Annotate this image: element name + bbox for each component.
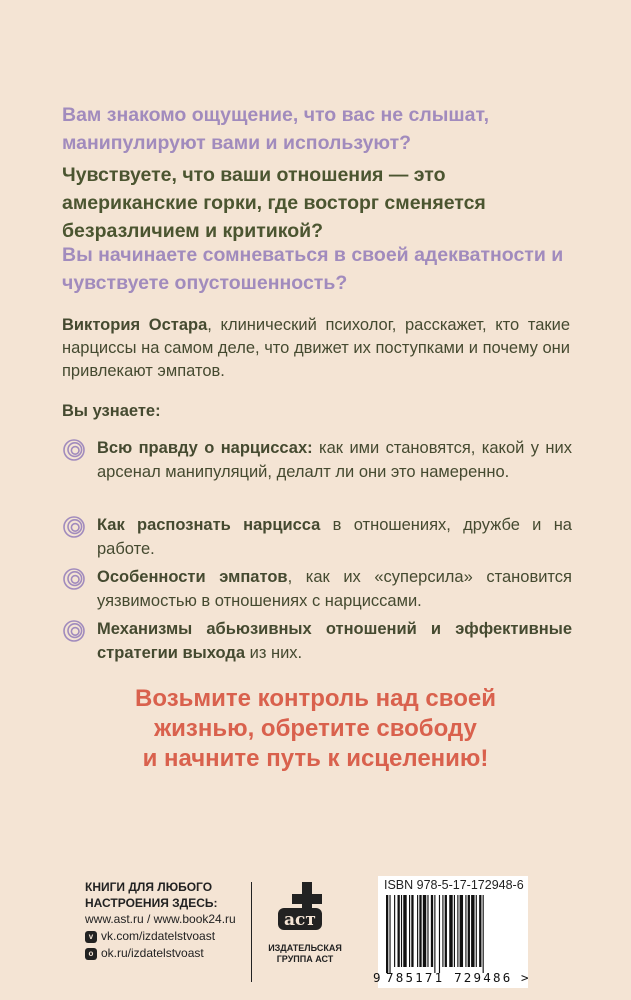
intro-paragraph: [62, 314, 570, 383]
ast-logo-icon: [274, 880, 336, 938]
learn-title: Вы узнаете:: [62, 402, 161, 420]
spiral-icon: [62, 515, 86, 539]
cta-line-2: жизнью, обретите свободу: [154, 715, 477, 742]
publisher-line-2: ГРУППА АСТ: [276, 954, 334, 964]
svg-text:аст: аст: [284, 910, 316, 930]
item-bold: Как распознать нарцисса: [97, 516, 321, 534]
publisher-line-1: ИЗДАТЕЛЬСКАЯ: [268, 943, 342, 953]
ok-icon: o: [85, 948, 97, 960]
item-text: как ими становятся, какой у них арсенал манипуляций, делалт ли они это намеренно.: [97, 439, 572, 481]
publisher-logo: [265, 880, 345, 965]
intro-text: , клинический психолог, расскажет, кто такие нарциссы на самом деле, что движет их поступками и почему они привлекают эмпатов.: [62, 316, 570, 380]
item-text: из них.: [245, 644, 303, 662]
spiral-icon: [62, 619, 86, 643]
list-item: [62, 617, 572, 665]
footer-sites-link[interactable]: www.ast.ru / www.book24.ru: [85, 912, 236, 926]
cta-line-1: Возьмите контроль над своей: [135, 685, 496, 712]
item-text: в отношениях, дружбе и на работе.: [97, 516, 572, 558]
call-to-action: [0, 684, 631, 774]
spiral-icon: [62, 438, 86, 462]
isbn-label: ISBN 978-5-17-172948-6: [384, 878, 524, 892]
vk-link[interactable]: vk.com/izdatelstvoast: [101, 929, 216, 943]
footer-vk[interactable]: [85, 928, 255, 945]
barcode-arrow: >: [521, 970, 529, 985]
author-name: Виктория Остара: [62, 316, 208, 334]
question-3: Вы начинаете сомневаться в своей адекватности и чувствуете опустошенность?: [62, 244, 564, 294]
list-item: [62, 565, 572, 613]
spiral-icon: [62, 567, 86, 591]
barcode-first-digit: 9: [373, 970, 381, 985]
item-text: , как их «суперсила» становится уязвимостью в отношениях с нарциссами.: [97, 568, 572, 610]
footer-title: КНИГИ ДЛЯ ЛЮБОГО НАСТРОЕНИЯ ЗДЕСЬ:: [85, 880, 218, 910]
ok-link[interactable]: ok.ru/izdatelstvoast: [101, 946, 204, 960]
cta-line-3: и начните путь к исцелению!: [142, 745, 489, 772]
footer-divider: [251, 882, 252, 982]
item-bold: Особенности эмпатов: [97, 568, 288, 586]
barcode: [384, 895, 518, 975]
barcode-digits: 785171 729486: [386, 970, 513, 985]
footer-links: [85, 879, 255, 962]
question-2: Чувствуете, что ваши отношения — это американские горки, где восторг сменяется безразличием и критикой?: [62, 164, 486, 242]
footer-ok[interactable]: [85, 945, 255, 962]
item-bold: Всю правду о нарциссах:: [97, 439, 313, 457]
list-item: [62, 513, 572, 561]
question-1: Вам знакомо ощущение, что вас не слышат, манипулируют вами и используют?: [62, 104, 490, 154]
vk-icon: v: [85, 931, 97, 943]
item-bold: Механизмы абьюзивных отношений и эффективные стратегии выхода: [97, 620, 572, 662]
list-item: [62, 436, 572, 484]
